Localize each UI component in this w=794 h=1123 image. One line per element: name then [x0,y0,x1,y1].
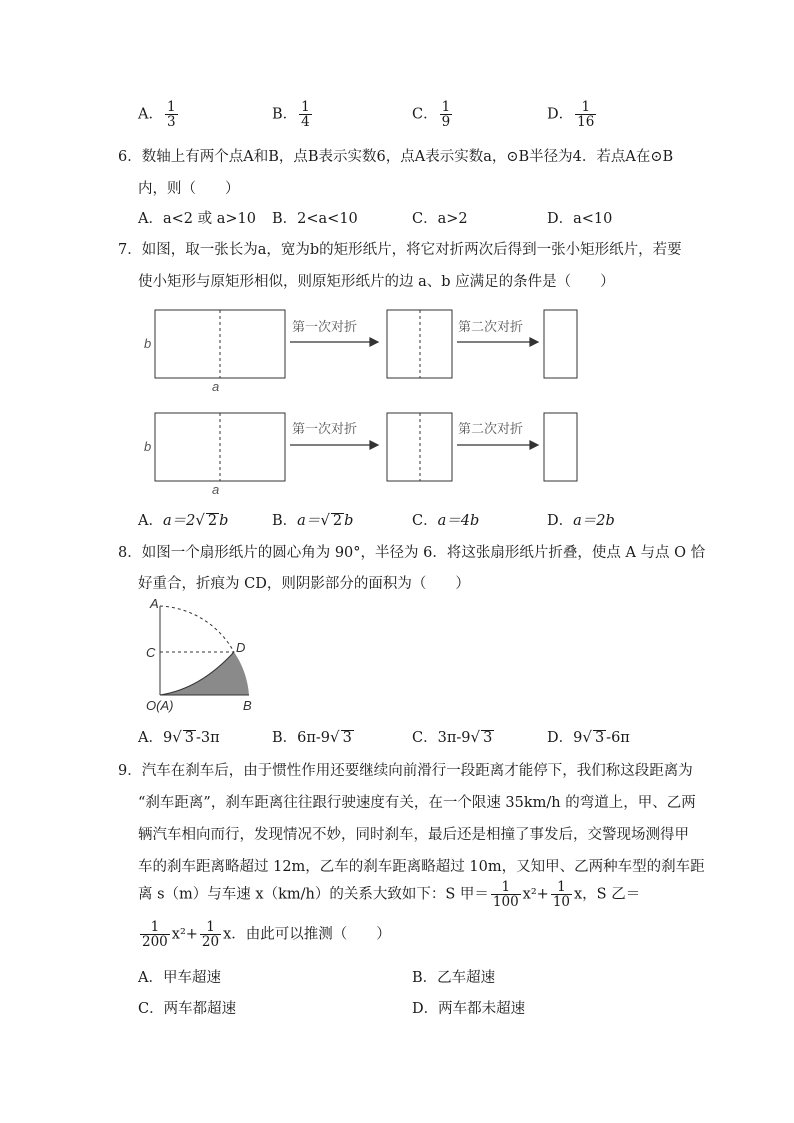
arrow-head-icon [530,338,538,346]
q9-stem-line3: 辆汽车相向而行，发现情况不妙，同时刹车，最后还是相撞了事发后，交警现场测得甲 [138,827,689,843]
fraction: $\frac{1}{200}$ [142,919,168,951]
q8-stem-line2: 好重合，折痕为 CD，则阴影部分的面积为（ ） [138,576,470,592]
fraction: $\frac{1}{3}$ [166,99,176,131]
arrow-head-icon [370,441,378,449]
q5-option-d[interactable]: D． $\frac{1}{16}$ [547,99,595,131]
q7-option-d[interactable]: D．a＝2b [547,513,615,529]
fraction: $\frac{1}{4}$ [301,99,310,131]
half-rectangle [387,310,452,378]
half-rectangle [387,413,452,481]
point-o-label: O(A) [146,698,174,713]
fold2-label: 第二次对折 [458,319,524,334]
q9-stem-line4: 车的刹车距离略超过 12m，乙车的刹车距离略超过 10m，又知甲、乙两种车型的刹车距 [138,859,705,875]
q6-option-c[interactable]: C．a>2 [412,211,468,227]
point-d-label: D [236,640,246,655]
q7-option-c[interactable]: C．a＝4b [412,513,480,529]
q8-option-b[interactable]: B．6π-9√ 3 [272,728,352,746]
q7-folding-figure [140,305,590,505]
q8-option-a[interactable]: A．9√ 3 -3π [138,728,220,746]
original-arc-dashed [160,606,234,652]
quarter-rectangle [544,413,577,481]
point-c-label: C [146,645,156,660]
q6-option-b[interactable]: B．2<a<10 [272,211,358,227]
q7-stem-line2: 使小矩形与原矩形相似，则原矩形纸片的边 a、b 应满足的条件是（ ） [138,274,615,290]
q7-option-a[interactable]: A．a＝2√ 2 b [138,511,229,529]
q9-option-a[interactable]: A．甲车超速 [138,970,221,986]
fraction: $\frac{1}{9}$ [441,99,451,131]
q6-stem-line1: 6．数轴上有两个点A和B，点B表示实数6，点A表示实数a，⊙B半径为4．若点A在⊙B [118,149,674,165]
q7-option-b[interactable]: B．a＝√ 2 b [272,511,354,529]
quarter-rectangle [544,310,577,378]
q9-stem-line1: 9．汽车在刹车后，由于惯性作用还要继续向前滑行一段距离才能停下，我们称这段距离为 [118,763,693,779]
q8-stem-line1: 8．如图一个扇形纸片的圆心角为 90°，半径为 6．将这张扇形纸片折叠，使点 A 与点 O 恰 [118,545,706,561]
original-rectangle [155,413,285,481]
q6-option-a[interactable]: A．a<2 或 a>10 [138,211,256,227]
q8-option-c[interactable]: C．3π-9√ 3 [412,728,493,746]
q9-option-b[interactable]: B．乙车超速 [412,970,496,986]
q6-option-d[interactable]: D．a<10 [547,211,613,227]
q8-option-d[interactable]: D．9√ 3 -6π [547,728,630,746]
q9-stem-line6: $\frac{1}{200}$ x²+ $\frac{1}{20}$ x．由此可以推测（ ） [142,919,391,951]
fold2-label: 第二次对折 [458,421,524,436]
shaded-region [160,652,249,695]
fraction: $\frac{1}{20}$ [201,919,220,951]
q6-stem-line2: 内，则（ ） [138,181,240,197]
q9-option-c[interactable]: C．两车都超速 [138,1001,237,1017]
label-a: a [212,379,220,394]
point-b-label: B [243,698,252,713]
q9-stem-line5: 离 s（m）与车速 x（km/h）的关系大致如下：S 甲＝ $\frac{1}{100}$ x²+ $\frac{1}{10}$ x，S 乙＝ [138,879,641,911]
fold1-label: 第一次对折 [292,421,358,436]
arrow-head-icon [370,338,378,346]
point-a-label: A [150,597,159,611]
q5-option-b[interactable]: B． $\frac{1}{4}$ [272,99,310,131]
q8-sector-figure [140,597,270,717]
label-a: a [212,482,220,497]
fraction: $\frac{1}{100}$ [492,879,519,911]
original-rectangle [155,310,285,378]
fraction: $\frac{1}{10}$ [552,879,570,911]
q9-stem-line2: “刹车距离”，刹车距离往往跟行驶速度有关，在一个限速 35km/h 的弯道上，甲、乙两 [138,795,696,811]
label-b: b [144,439,152,454]
q5-option-a[interactable]: A． $\frac{1}{3}$ [138,99,176,131]
q9-option-d[interactable]: D．两车都未超速 [412,1001,526,1017]
arrow-head-icon [530,441,538,449]
q5-option-c[interactable]: C． $\frac{1}{9}$ [412,99,451,131]
label-b: b [144,336,152,351]
fraction: $\frac{1}{16}$ [577,99,595,131]
q7-stem-line1: 7．如图，取一张长为a，宽为b的矩形纸片，将它对折两次后得到一张小矩形纸片，若要 [118,242,682,258]
fold1-label: 第一次对折 [292,319,358,334]
